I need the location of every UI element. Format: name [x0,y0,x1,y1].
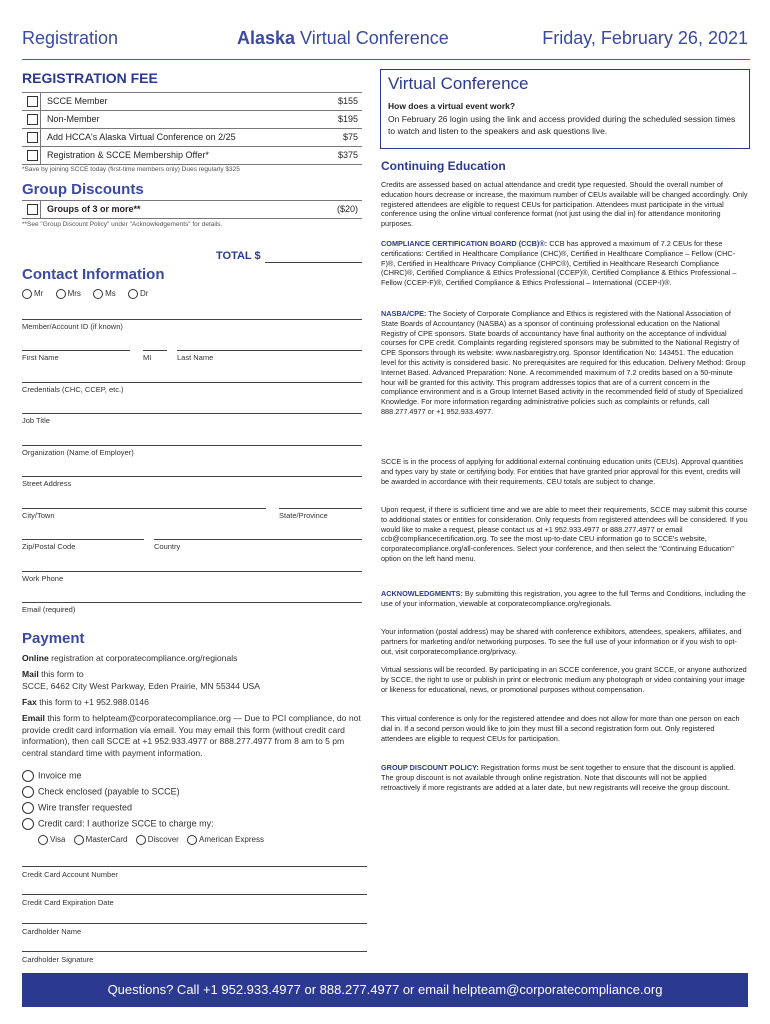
checkbox[interactable] [27,96,38,107]
card-amex[interactable] [187,835,264,844]
salutation-mrs[interactable] [56,289,81,298]
ce-paragraph-1: Credits are assessed based on actual attendance and credit type requested. Should the overall number of education hours decrease or increase, the maximum number of CEUs available will be changed accordingly. Only registered attendees are eligible to request CEUs for participation. Attendees must participate in the virtual conference using the online virtual conference format (not just using the dial in) for attendance monitoring purposes. [381,180,748,229]
option-check[interactable] [22,786,180,798]
virtual-title: Virtual Conference [388,74,529,93]
cardholder-name-label: Cardholder Name [22,927,82,936]
work-phone-label: Work Phone [22,574,64,583]
payment-mail-key: Mail [22,669,39,679]
payment-email-key: Email [22,713,45,723]
ce-title: Continuing Education [381,159,506,173]
work-phone-field[interactable] [22,571,362,572]
card-label: American Express [199,835,264,845]
radio-icon[interactable] [22,818,34,830]
virtual-question: How does a virtual event work? [388,101,516,111]
nasba-key: NASBA/CPE: [381,309,427,318]
footer-contact-text: Questions? Call +1 952.933.4977 or 888.277.4977 or email helpteam@corporatecompliance.org [107,982,663,997]
card-number-label: Credit Card Account Number [22,870,118,879]
payment-mail-text: this form to [38,669,84,679]
salutation-label: Mrs [67,289,81,299]
credentials-field[interactable] [22,382,362,383]
fee-price: $155 [337,96,358,106]
radio-icon[interactable] [56,289,66,299]
zip-label: Zip/Postal Code [22,542,76,551]
member-id-label: Member/Account ID (if known) [22,322,123,331]
virtual-answer: On February 26 login using the link and access provided during the scheduled session times to watch and listen to the speakers and ask questions live. [388,114,736,136]
footer-bar [0,973,770,1007]
header-divider [22,59,750,60]
fee-label: Registration & SCCE Membership Offer* [47,150,209,160]
organization-label: Organization (Name of Employer) [22,448,134,457]
fee-title: REGISTRATION FEE [22,70,158,86]
ack-paragraph-1 [381,589,748,609]
total-label: TOTAL $ [216,250,261,262]
header-date: Friday, February 26, 2021 [542,28,748,48]
ack-paragraph-3: Virtual sessions will be recorded. By participating in an SCCE conference, you grant SCCE, or anyone authorized by SCCE, the right to use or publish in print or electronic medium any photograph or video containing your image or likeness for educational, news, or promotional purposes without compensation. [381,665,747,694]
card-label: Visa [50,835,66,845]
salutation-label: Dr [140,289,149,299]
radio-icon[interactable] [93,289,103,299]
group-discount-text: Registration forms must be sent together to ensure that the discount is applied. The group discount is not available through online registration. Note that discounts will not be applied retroactively if more registrants are added at a later date, but new registrants will receive the group discount. [381,763,736,792]
payment-fax [22,697,367,709]
checkbox[interactable] [27,114,38,125]
last-name-label: Last Name [177,353,214,362]
radio-icon[interactable] [74,835,84,845]
header-conf-rest: Virtual Conference [295,28,449,48]
cardholder-signature-label: Cardholder Signature [22,955,94,964]
group-discount-key: GROUP DISCOUNT POLICY: [381,763,479,772]
first-name-label: First Name [22,353,59,362]
payment-email-text: this form to helpteam@corporatecompliance.org — Due to PCI compliance, do not provide credit card information via email. You may email this form (without credit card information), then call SCCE at +1 952.933.4977 or 888.277.4977 from 8 am to 5 pm central standard time with payment information. [22,713,361,758]
fee-price: $75 [342,132,358,142]
group-row[interactable] [22,201,362,219]
radio-icon[interactable] [22,289,32,299]
state-label: State/Province [279,511,328,520]
payment-email [22,713,367,759]
mi-field[interactable] [143,350,167,351]
ce-ccb [381,239,748,288]
email-label: Email (required) [22,605,76,614]
radio-icon[interactable] [38,835,48,845]
salutation-mr[interactable] [22,289,43,298]
fee-label: Add HCCA's Alaska Virtual Conference on 2/25 [47,132,236,142]
card-discover[interactable] [136,835,179,844]
ack-key: ACKNOWLEDGMENTS: [381,589,463,598]
option-wire[interactable] [22,802,132,814]
ce-paragraph-3: SCCE is in the process of applying for additional external continuing education units (CEUs). Approval quantities and types vary by state or certifying body. For entities that have granted prior approval for this event, credits will be awarded in accordance with their requirements. CEU totals are subject to change. [381,457,744,486]
payment-mail-address: SCCE, 6462 City West Parkway, Eden Prairie, MN 55344 USA [22,680,261,691]
radio-icon[interactable] [187,835,197,845]
payment-online-key: Online [22,653,49,663]
salutation-group [22,289,148,299]
salutation-dr[interactable] [128,289,148,298]
last-name-field[interactable] [177,350,362,351]
country-label: Country [154,542,181,551]
zip-field[interactable] [22,539,144,540]
ack-text: By submitting this registration, you agree to the full Terms and Conditions, including the use of your information, viewable at corporatecompliance.org/regionals. [381,589,746,608]
radio-icon[interactable] [22,770,34,782]
fee-price: $195 [337,114,358,124]
radio-icon[interactable] [128,289,138,299]
group-label: Groups of 3 or more** [47,204,141,214]
group-note: **See "Group Discount Policy" under "Acknowledgements" for details. [22,221,223,228]
group-price: ($20) [336,204,358,214]
job-title-field[interactable] [22,413,362,414]
email-field[interactable] [22,602,362,603]
option-label: Invoice me [38,770,82,781]
payment-fax-key: Fax [22,697,37,707]
option-label: Credit card: I authorize SCCE to charge my: [38,818,214,829]
header-registration: Registration [22,28,119,48]
fee-row[interactable] [22,111,362,129]
checkbox[interactable] [27,132,38,143]
fee-price: $375 [337,150,358,160]
member-id-field[interactable] [22,319,362,320]
header-conference-title [237,28,449,49]
fee-note: *Save by joining SCCE today (first-time members only) Dues regularly $325 [22,166,240,173]
total-field[interactable] [265,262,362,263]
fee-row[interactable] [22,147,362,165]
nasba-text: The Society of Corporate Compliance and Ethics is registered with the National Association of State Boards of Accountancy (NASBA) as a sponsor of continuing professional education on the National Registry of CPE sponsors. State boards of accountancy have final authority on the acceptance of individual courses for CPE credit. Complaints regarding registered sponsors may be submitted to the National Registry of CPE Sponsors through its website: www.nasbaregistry.org. Sponsor Identification No: 143451. The education level for this activity is considered basic. No prerequisites are required for this education. Delivery Method: Group Internet Based. Advanced Preparation: None. A recommended maximum of 7.2 credits based on a 50-minute hour will be granted for this activity. This program addresses topics that are of a current concern in the compliance environment and is a Group Internet Based activity in the recommended field of study of Specialized Knowledge. For more information regarding administrative policies such as complaints or refunds, call 888.277.4977 or +1 952.933.4977. [381,309,746,416]
header-conf-bold: Alaska [237,28,296,48]
state-field[interactable] [279,508,362,509]
payment-online-text: registration at corporatecompliance.org/regionals [48,653,238,663]
salutation-ms[interactable] [93,289,116,298]
payment-title: Payment [22,630,85,647]
fee-label: Non-Member [47,114,100,124]
job-title-label: Job Title [22,416,50,425]
city-label: City/Town [22,511,55,520]
card-expiration-field[interactable] [22,894,367,895]
card-visa[interactable] [38,835,65,844]
radio-icon[interactable] [136,835,146,845]
card-label: Discover [147,835,179,845]
country-field[interactable] [154,539,362,540]
salutation-label: Mr [34,289,44,299]
option-invoice[interactable] [22,770,82,782]
city-field[interactable] [22,508,266,509]
checkbox[interactable] [27,150,38,161]
mi-label: MI [143,353,152,362]
fee-label: SCCE Member [47,96,108,106]
option-credit-card[interactable] [22,818,214,830]
ack-paragraph-4: This virtual conference is only for the registered attendee and does not allow for more than one person on each dial in. If a second person would like to join they must fill a second registration form out. Only registered attendees are eligible to request CEUs for participation. [381,714,740,743]
salutation-label: Ms [105,289,116,299]
payment-fax-text: this form to +1 952.988.0146 [36,697,149,707]
option-label: Check enclosed (payable to SCCE) [38,786,180,797]
card-label: MasterCard [85,835,128,845]
option-label: Wire transfer requested [38,802,133,813]
ccb-key: COMPLIANCE CERTIFICATION BOARD (CCB)®: [381,239,548,248]
credentials-label: Credentials (CHC, CCEP, etc.) [22,385,124,394]
contact-title: Contact Information [22,266,165,283]
fee-row[interactable] [22,129,362,147]
card-number-field[interactable] [22,866,367,867]
group-title: Group Discounts [22,181,144,198]
card-type-group [38,835,264,845]
card-mastercard[interactable] [74,835,128,844]
ccb-text: CCB has approved a maximum of 7.2 CEUs for these certifications: Certified in Healthcare Compliance (CHC)®, Certified in Healthcare Compliance – Fellow (CHC-F)®, Certified in Healthcare Privacy Compliance (CHPC®), Certified in Healthcare Research Compliance (CHRC)®, Certified Compliance & Ethics Professional (CCEP)®, Certified Compliance & Ethics Professional – Fellow (CCEP-F)®, Certified Compliance & Ethics Professional – International (CCEP-I)®. [381,239,737,288]
ce-paragraph-4: Upon request, if there is sufficient time and we are able to meet their requirements, SCCE may submit this course to additional states or entities for consideration. Only requests from registered attendees will be considered. If you would like to make a request, please contact us at +1 952.933.4977 or 888.277.4977 or email ccb@compliancecertification.org. To see the most up-to-date CEU information go to SCCE's website, corporatecompliance.org/all-conferences. Select your conference, and then select the "Continuing Education" option on the left hand menu. [381,505,748,563]
checkbox[interactable] [27,204,38,215]
payment-mail [22,669,367,692]
radio-icon[interactable] [22,786,34,798]
ack-group-discount [381,763,748,792]
payment-online [22,653,367,665]
cardholder-name-field[interactable] [22,923,367,924]
first-name-field[interactable] [22,350,130,351]
cardholder-signature-field[interactable] [22,951,367,952]
ack-paragraph-2: Your information (postal address) may be shared with conference exhibitors, attendees, speakers, affiliates, and partners for marketing and/or networking purposes. To see the full use of your information or if you wish to opt-out, visit corporatecompliance.org/privacy. [381,627,742,656]
card-expiration-label: Credit Card Expiration Date [22,898,114,907]
organization-field[interactable] [22,445,362,446]
ce-nasba [381,309,748,417]
fee-row[interactable] [22,93,362,111]
street-field[interactable] [22,476,362,477]
street-label: Street Address [22,479,72,488]
radio-icon[interactable] [22,802,34,814]
